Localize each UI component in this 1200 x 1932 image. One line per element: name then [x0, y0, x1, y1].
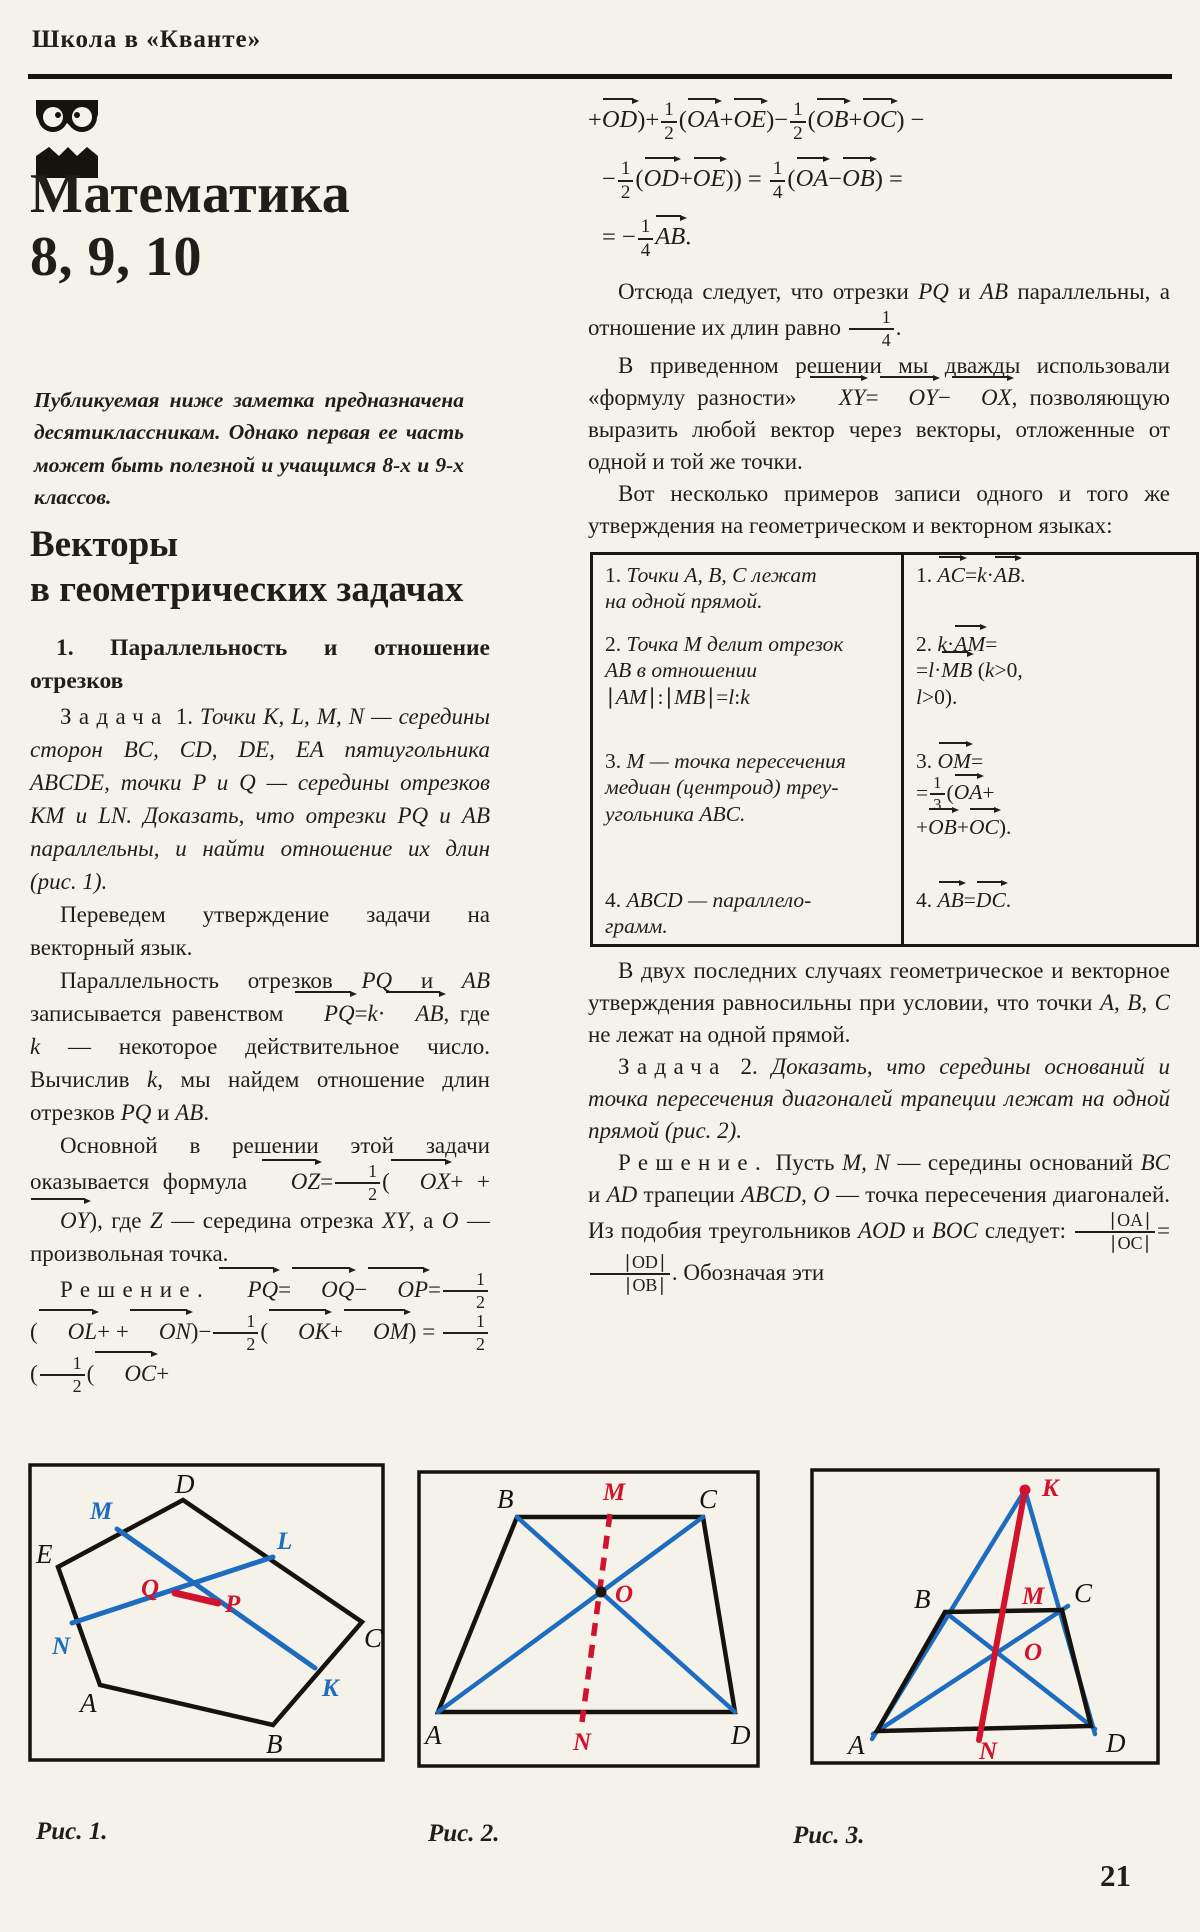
vertex-label: D [731, 1720, 751, 1750]
table-cell-vector: 1. AC=k· AB. [903, 553, 1198, 624]
figure-3-caption: Рис. 3. [793, 1822, 865, 1849]
figure-1-caption: Рис. 1. [36, 1818, 108, 1845]
paragraph-solution2: Решение. Пусть M, N — середины оснований BC и AD трапеции ABCD, O — точка пересечения диагоналей. Из подобия треугольников AOD и BOC следует: $\frac{∣OA∣}{∣OC∣}$ = $\frac{∣OD∣}{∣OB∣}$ . Обозначая эти [588, 1149, 1171, 1295]
paragraph: В приведенном решении мы дважды использовали «формулу разности» XY= OY− OX, позволяющую выразить любой вектор через векторы, отложенные от одной и той же точки. [588, 352, 1170, 474]
header-rule [28, 74, 1172, 79]
vertex-label: B [497, 1484, 514, 1514]
midpoint-label: K [322, 1675, 339, 1702]
paragraph-task1: Задача 1. Точки K, L, M, N — середины сторон BC, CD, DE, EA пятиугольника ABCDE, точки P и Q — середины отрезков KM и LN. Доказать, что отрезки PQ и AB параллельны, и найти отношение их длин (рис. 1). [30, 704, 490, 894]
formula-line: + OD)+ $\frac{1}{2}$ ( OA+ OE)− $\frac{1}{2}$ ( OB+ OC) − [588, 100, 1170, 145]
table-cell-geometric: 3. M — точка пересечения медиан (центроид) треу- угольника ABC. [605, 748, 846, 826]
formula-line: − $\frac{1}{2}$ ( OD+ OE)) = $\frac{1}{4}$ ( OA− OB) = [588, 159, 1170, 204]
vertex-label: B [266, 1729, 283, 1759]
point-label: O [615, 1581, 634, 1608]
page-number: 21 [1100, 1858, 1131, 1893]
figure-2-trapezoid [417, 1470, 760, 1773]
article-title [30, 163, 350, 288]
intro-note: Публикуемая ниже заметка предназначена десятиклассникам. Однако первая ее часть может быть полезной и учащимся 8-х и 9-х классов. [34, 388, 464, 509]
table-row [592, 880, 1198, 946]
table-row [592, 741, 1198, 880]
vertex-label: C [1074, 1578, 1093, 1608]
right-column [588, 86, 1170, 1295]
midpoint-label: N [52, 1633, 71, 1660]
paragraph: Отсюда следует, что отрезки PQ и AB параллельны, а отношение их длин равно $\frac{1}{4}$ . [588, 278, 1170, 350]
table-row [592, 553, 1198, 624]
paragraph: Переведем утверждение задачи на векторный язык. [30, 902, 490, 960]
midpoint-label: P [225, 1591, 241, 1618]
subsection-heading: 1. Параллельность и отношение отрезков [30, 635, 490, 694]
vertex-label: A [80, 1688, 97, 1718]
display-formula [588, 100, 1170, 262]
table-cell-vector: 2. k· AM= =l· MB (k>0, l>0). [903, 624, 1198, 741]
paragraph: Вот несколько примеров записи одного и того же утверждения на геометрическом и векторном языках: [588, 480, 1170, 538]
midpoint-label: N [573, 1729, 592, 1756]
paragraph: Основной в решении этой задачи оказывается формула OZ= $\frac{1}{2}$ ( OX+ + OY), где Z — середина отрезка XY, а O — произвольная точка. [30, 1133, 490, 1266]
figure-3-trapezoid-apex [810, 1468, 1160, 1770]
formula-line: = − $\frac{1}{4}$ AB. [588, 217, 1170, 262]
vertex-label: A [848, 1730, 865, 1760]
vertex-label: D [175, 1469, 195, 1499]
geometric-vector-table [590, 552, 1199, 947]
midpoint-label: N [979, 1738, 998, 1765]
paragraph-task2: Задача 2. Доказать, что середины оснований и точка пересечения диагоналей трапеции лежат на одной прямой (рис. 2). [588, 1053, 1170, 1143]
article-title-line2: 8, 9, 10 [30, 225, 202, 288]
figure-2-caption: Рис. 2. [428, 1820, 500, 1847]
midpoint-label: L [277, 1528, 293, 1555]
article-title-line1: Математика [30, 163, 351, 225]
midpoint-label: M [1022, 1583, 1045, 1610]
section-heading [30, 522, 463, 612]
left-column [30, 632, 490, 1396]
table-cell-vector: 4. AB= DC. [903, 880, 1198, 946]
table-cell-vector: 3. OM= = $\frac{1}{3}$ ( OA+ + OB+ OC). [903, 741, 1198, 880]
section-heading-line2: в геометрических задачах [30, 569, 464, 611]
vertex-label: D [1106, 1728, 1126, 1758]
figure-1-pentagon [28, 1463, 385, 1767]
point-label: O [1024, 1639, 1043, 1666]
table-cell-geometric: 2. Точка M делит отрезок AB в отношении ∣AM∣:∣MB∣=l:k [605, 631, 844, 709]
vertex-label: C [364, 1623, 383, 1653]
midpoint-label: M [603, 1479, 626, 1506]
vertex-label: A [425, 1720, 442, 1750]
paragraph-solution1: Решение. PQ= OQ− OP= $\frac{1}{2}$ ( OL+ + ON)− $\frac{1}{2}$ ( OK+ OM) = $\frac{1}{2}$ ( $\frac{1}{2}$ ( OC+ [30, 1270, 490, 1396]
section-heading-line1: Векторы [30, 524, 179, 565]
vertex-label: C [699, 1484, 718, 1514]
table-cell-geometric: 4. ABCD — параллело- грамм. [605, 887, 812, 938]
rubric-title: Школа в «Кванте» [32, 26, 262, 53]
midpoint-label: Q [141, 1575, 160, 1602]
paragraph: В двух последних случаях геометрическое и векторное утверждения равносильны при условии, что точки A, B, C не лежат на одной прямой. [588, 957, 1170, 1047]
apex-label: K [1042, 1475, 1059, 1502]
midpoint-label: M [90, 1498, 113, 1525]
paragraph: Параллельность отрезков PQ и AB записывается равенством PQ=k· AB, где k — некоторое действительное число. Вычислив k, мы найдем отношение длин отрезков PQ и AB. [30, 968, 490, 1125]
vertex-label: B [914, 1584, 931, 1614]
vertex-label: E [36, 1539, 53, 1569]
table-cell-geometric: 1. Точки A, B, C лежат на одной прямой. [605, 562, 817, 613]
table-row [592, 624, 1198, 741]
